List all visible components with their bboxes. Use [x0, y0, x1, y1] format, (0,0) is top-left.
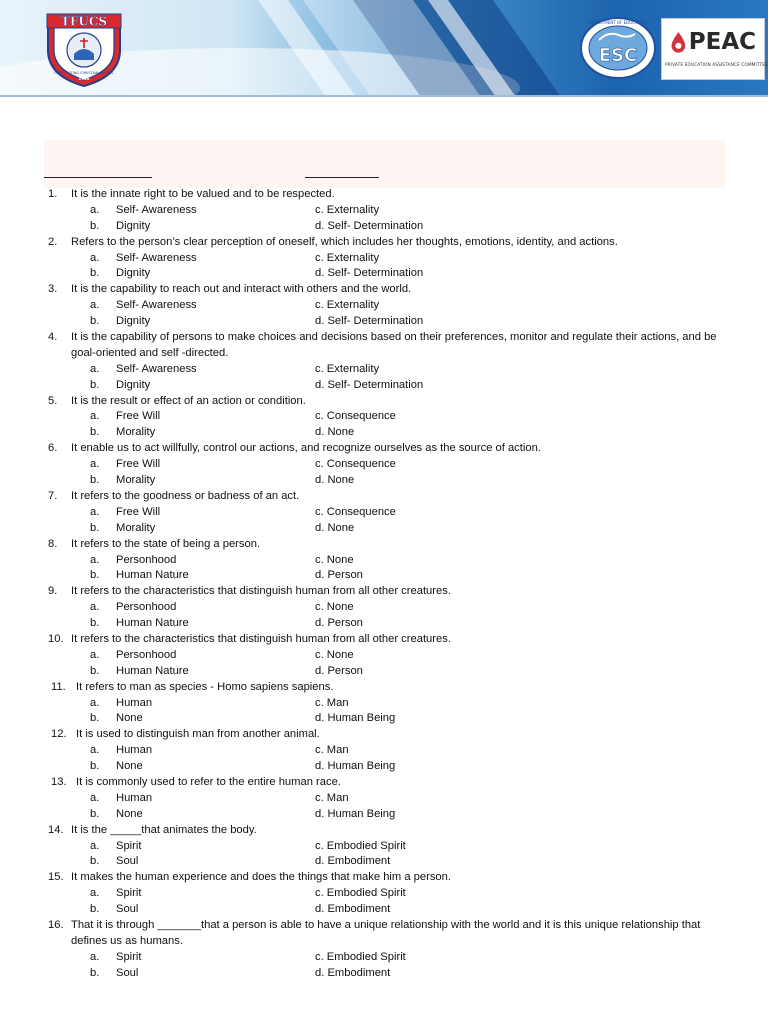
- option-d: d. Person: [315, 664, 363, 677]
- option-b: None: [116, 807, 143, 820]
- question-text: It is the capability to reach out and interact with others and the world.: [71, 283, 412, 296]
- option-b: Dignity: [116, 267, 151, 280]
- question-number: 9.: [48, 585, 58, 598]
- question-number: 12.: [51, 728, 67, 741]
- option-a: Self- Awareness: [116, 251, 197, 264]
- question-text: It refers to the characteristics that distinguish human from all other creatures.: [71, 632, 451, 645]
- option-a: Spirit: [116, 887, 142, 900]
- question-item: [0, 235, 768, 251]
- option-d: d. Human Being: [315, 712, 396, 725]
- option-d: d. None: [315, 474, 355, 487]
- name-date-area: [44, 140, 726, 188]
- option-c: c. None: [315, 601, 354, 614]
- question-text: It is the innate right to be valued and to be respected.: [71, 188, 335, 200]
- question-item: [0, 584, 768, 600]
- option-a: Human: [116, 791, 153, 804]
- option-a: Free Will: [116, 505, 161, 518]
- question-number: 4.: [48, 331, 58, 344]
- option-row: [0, 219, 768, 235]
- option-c: c. Embodied Spirit: [315, 839, 406, 852]
- question-number: 6.: [48, 442, 58, 455]
- option-letter: b.: [90, 903, 100, 916]
- option-letter: b.: [90, 664, 100, 677]
- school-logo: [44, 10, 124, 88]
- option-letter: a.: [90, 791, 100, 804]
- option-row: [0, 553, 768, 569]
- question-number: 1.: [48, 188, 58, 200]
- option-a: Self- Awareness: [116, 362, 197, 375]
- question-text: It is commonly used to refer to the entire human race.: [76, 775, 341, 788]
- question-number: 14.: [48, 823, 64, 836]
- option-c: c. Consequence: [315, 410, 396, 423]
- option-row: [0, 409, 768, 425]
- question-item: [0, 330, 768, 362]
- question-number: 8.: [48, 537, 58, 550]
- question-item: [0, 870, 768, 886]
- option-row: [0, 473, 768, 489]
- option-row: [0, 266, 768, 282]
- header-banner: [0, 0, 768, 97]
- option-row: [0, 886, 768, 902]
- question-number: 11.: [51, 680, 66, 693]
- option-row: [0, 966, 768, 982]
- option-letter: a.: [90, 950, 100, 963]
- option-b: None: [116, 712, 143, 725]
- question-item: [0, 632, 768, 648]
- option-b: Human Nature: [116, 569, 189, 582]
- question-item: [0, 537, 768, 553]
- question-text: It is the capability of persons to make choices and decisions based on their preferences, monitor and regulate their actions, and be goal-oriented and self -directed.: [71, 331, 717, 359]
- option-c: c. Man: [315, 791, 349, 804]
- option-row: [0, 378, 768, 394]
- option-letter: a.: [90, 696, 100, 709]
- option-letter: b.: [90, 474, 100, 487]
- option-d: d. Self- Determination: [315, 267, 424, 280]
- option-d: d. None: [315, 521, 355, 534]
- option-b: Dignity: [116, 315, 151, 328]
- question-number: 10.: [48, 632, 64, 645]
- question-text: It makes the human experience and does the things that make him a person.: [71, 871, 451, 884]
- option-letter: b.: [90, 267, 100, 280]
- option-row: [0, 251, 768, 267]
- option-b: Dignity: [116, 378, 151, 391]
- option-row: [0, 568, 768, 584]
- option-letter: b.: [90, 378, 100, 391]
- option-d: d. Human Being: [315, 807, 396, 820]
- option-row: [0, 425, 768, 441]
- option-c: c. Consequence: [315, 458, 396, 471]
- option-row: [0, 711, 768, 727]
- option-b: Dignity: [116, 219, 151, 232]
- option-row: [0, 664, 768, 680]
- peac-logo: [661, 18, 768, 80]
- question-number: 16.: [48, 918, 64, 931]
- option-c: c. None: [315, 553, 354, 566]
- option-d: d. Embodiment: [315, 966, 391, 979]
- option-c: c. Externality: [315, 251, 380, 264]
- option-letter: a.: [90, 362, 100, 375]
- option-b: Soul: [116, 903, 139, 916]
- option-row: [0, 616, 768, 632]
- option-c: c. None: [315, 648, 354, 661]
- option-d: d. Self- Determination: [315, 378, 424, 391]
- option-b: Morality: [116, 521, 156, 534]
- option-c: c. Consequence: [315, 505, 396, 518]
- question-item: [0, 282, 768, 298]
- option-letter: a.: [90, 601, 100, 614]
- peac-mark: [670, 25, 756, 59]
- option-letter: b.: [90, 521, 100, 534]
- option-b: Human Nature: [116, 617, 189, 630]
- option-letter: a.: [90, 648, 100, 661]
- option-a: Spirit: [116, 950, 142, 963]
- option-c: c. Man: [315, 696, 349, 709]
- option-letter: b.: [90, 426, 100, 439]
- option-row: [0, 807, 768, 823]
- option-row: [0, 521, 768, 537]
- option-d: d. Embodiment: [315, 855, 391, 868]
- option-a: Spirit: [116, 839, 142, 852]
- option-row: [0, 759, 768, 775]
- question-text: It enable us to act willfully, control our actions, and recognize ourselves as the source of action.: [71, 442, 541, 455]
- option-row: [0, 854, 768, 870]
- peac-drop-icon: [670, 27, 687, 57]
- option-a: Human: [116, 696, 153, 709]
- option-b: None: [116, 760, 143, 773]
- question-item: [0, 775, 768, 791]
- option-letter: a.: [90, 458, 100, 471]
- option-a: Personhood: [116, 648, 177, 661]
- option-letter: b.: [90, 807, 100, 820]
- question-number: 2.: [48, 235, 58, 248]
- school-logo-ring: FIRST UNITING CHRISTIAN SCHOOL: [54, 71, 114, 75]
- option-letter: a.: [90, 887, 100, 900]
- option-d: d. Embodiment: [315, 903, 391, 916]
- question-item: [0, 918, 768, 950]
- option-letter: a.: [90, 744, 100, 757]
- option-letter: b.: [90, 219, 100, 232]
- question-text: It is the result or effect of an action or condition.: [71, 394, 306, 407]
- option-row: [0, 839, 768, 855]
- name-blank-line[interactable]: [44, 177, 152, 178]
- question-item: [0, 441, 768, 457]
- question-text: It refers to man as species - Homo sapiens sapiens.: [76, 680, 334, 693]
- option-d: d. Human Being: [315, 760, 396, 773]
- option-letter: a.: [90, 553, 100, 566]
- question-text: It is used to distinguish man from another animal.: [76, 728, 320, 741]
- option-a: Free Will: [116, 458, 161, 471]
- question-number: 5.: [48, 394, 58, 407]
- option-row: [0, 696, 768, 712]
- question-item: [0, 489, 768, 505]
- question-item: [0, 394, 768, 410]
- question-item: [0, 187, 768, 203]
- option-row: [0, 743, 768, 759]
- option-letter: b.: [90, 855, 100, 868]
- school-logo-year: 1936: [78, 76, 90, 81]
- option-a: Free Will: [116, 410, 161, 423]
- option-letter: b.: [90, 617, 100, 630]
- esc-text: ESC: [598, 45, 638, 66]
- option-a: Personhood: [116, 601, 177, 614]
- option-c: c. Externality: [315, 299, 380, 312]
- option-b: Soul: [116, 855, 139, 868]
- option-b: Morality: [116, 474, 156, 487]
- date-blank-line[interactable]: [305, 177, 379, 178]
- option-row: [0, 950, 768, 966]
- option-row: [0, 600, 768, 616]
- option-c: c. Externality: [315, 362, 380, 375]
- option-b: Human Nature: [116, 664, 189, 677]
- option-c: c. Externality: [315, 203, 380, 216]
- option-d: d. Self- Determination: [315, 219, 424, 232]
- question-text: Refers to the person’s clear perception of oneself, which includes her thoughts, emotions, identity, and actions.: [71, 235, 618, 248]
- option-d: d. Self- Determination: [315, 315, 424, 328]
- option-c: c. Man: [315, 744, 349, 757]
- question-number: 13.: [51, 775, 67, 788]
- question-text: It refers to the state of being a person.: [71, 537, 261, 550]
- option-letter: a.: [90, 839, 100, 852]
- option-row: [0, 362, 768, 378]
- option-row: [0, 314, 768, 330]
- option-row: [0, 203, 768, 219]
- question-item: [0, 680, 768, 696]
- option-row: [0, 902, 768, 918]
- option-letter: a.: [90, 299, 100, 312]
- option-letter: a.: [90, 505, 100, 518]
- question-item: [0, 727, 768, 743]
- option-letter: a.: [90, 410, 100, 423]
- question-text: It refers to the characteristics that distinguish human from all other creatures.: [71, 585, 451, 598]
- option-row: [0, 791, 768, 807]
- option-row: [0, 648, 768, 664]
- esc-seal-logo: [579, 16, 657, 80]
- question-number: 7.: [48, 489, 58, 502]
- question-item: [0, 823, 768, 839]
- peac-subtitle: PRIVATE EDUCATION ASSISTANCE COMMITTEE: [665, 63, 768, 68]
- question-number: 15.: [48, 871, 64, 884]
- question-text: It refers to the goodness or badness of an act.: [71, 489, 300, 502]
- option-b: Soul: [116, 966, 139, 979]
- option-c: c. Embodied Spirit: [315, 887, 406, 900]
- option-c: c. Embodied Spirit: [315, 950, 406, 963]
- option-letter: b.: [90, 712, 100, 725]
- option-d: d. Person: [315, 569, 363, 582]
- question-number: 3.: [48, 283, 58, 296]
- option-d: d. Person: [315, 617, 363, 630]
- option-b: Morality: [116, 426, 156, 439]
- option-letter: b.: [90, 966, 100, 979]
- question-text: It is the _____that animates the body.: [71, 823, 257, 836]
- option-row: [0, 505, 768, 521]
- esc-ring-text: DEPARTMENT OF EDUCATION: [588, 20, 648, 25]
- peac-text: PEAC: [688, 29, 756, 55]
- option-letter: b.: [90, 760, 100, 773]
- option-a: Self- Awareness: [116, 203, 197, 216]
- option-a: Human: [116, 744, 153, 757]
- quiz-questions: [0, 187, 768, 982]
- question-text: That it is through _______that a person is able to have a unique relationship with the world and it is this unique relationship that defines us as humans.: [71, 918, 701, 947]
- option-d: d. None: [315, 426, 355, 439]
- option-row: [0, 298, 768, 314]
- option-letter: a.: [90, 203, 100, 216]
- option-a: Self- Awareness: [116, 299, 197, 312]
- option-letter: a.: [90, 251, 100, 264]
- option-row: [0, 457, 768, 473]
- option-a: Personhood: [116, 553, 177, 566]
- option-letter: b.: [90, 315, 100, 328]
- option-letter: b.: [90, 569, 100, 582]
- school-logo-text: TFUCS: [60, 14, 108, 29]
